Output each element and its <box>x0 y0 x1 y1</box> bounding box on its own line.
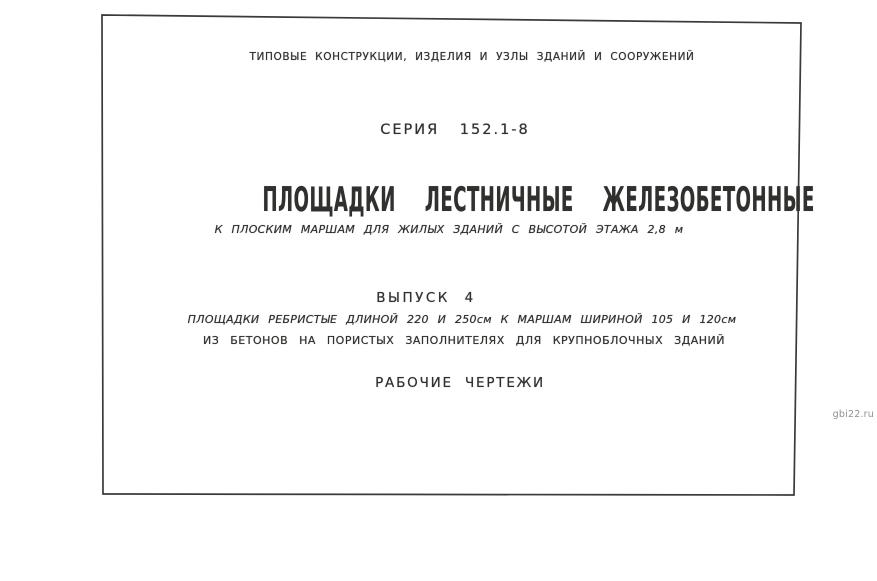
site-watermark: gbi22.ru <box>832 409 874 420</box>
issue-description-line-1: ПЛОЩАДКИ РЕБРИСТЫЕ ДЛИНОЙ 220 И 250см К МАРШАМ ШИРИНОЙ 105 И 120см <box>187 313 737 326</box>
issue-description-line-2: ИЗ БЕТОНОВ НА ПОРИСТЫХ ЗАПОЛНИТЕЛЯХ ДЛЯ КРУПНОБЛОЧНЫХ ЗДАНИЙ <box>202 334 726 347</box>
issue-heading: ВЫПУСК 4 <box>376 290 476 306</box>
document-type-label: РАБОЧИЕ ЧЕРТЕЖИ <box>375 375 545 391</box>
series-number: СЕРИЯ 152.1-8 <box>380 122 530 138</box>
document-category-line: ТИПОВЫЕ КОНСТРУКЦИИ, ИЗДЕЛИЯ И УЗЛЫ ЗДАНИЙ И СООРУЖЕНИЙ <box>249 51 695 63</box>
document-subtitle: К ПЛОСКИМ МАРШАМ ДЛЯ ЖИЛЫХ ЗДАНИЙ С ВЫСОТОЙ ЭТАЖА 2,8 м <box>214 223 684 236</box>
document-title: ПЛОЩАДКИ ЛЕСТНИЧНЫЕ ЖЕЛЕЗОБЕТОННЫЕ <box>262 180 815 220</box>
